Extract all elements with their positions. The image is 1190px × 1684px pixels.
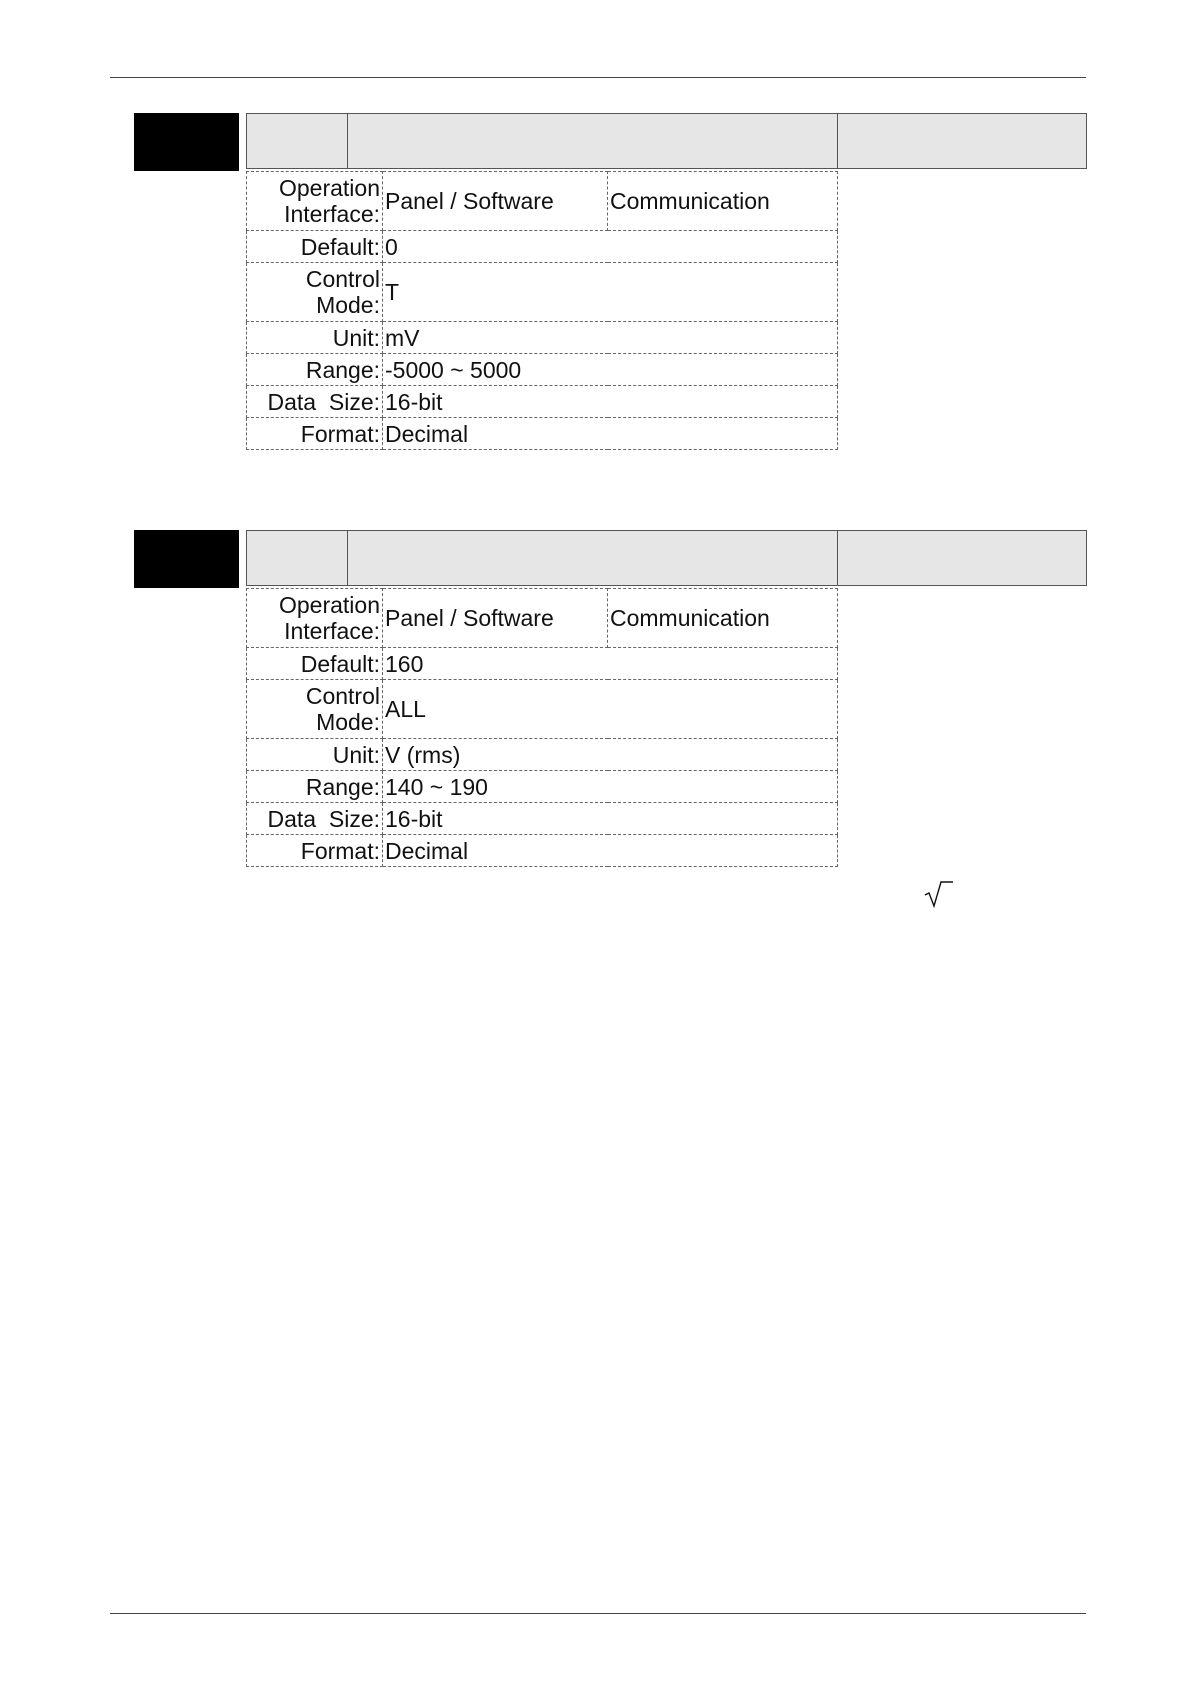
table-row bbox=[247, 231, 838, 263]
data-size-label: Data Size: bbox=[247, 386, 383, 418]
range-value: -5000 ~ 5000 bbox=[383, 354, 838, 386]
unit-value: mV bbox=[383, 322, 838, 354]
op-interface-panel: Panel / Software bbox=[383, 589, 608, 648]
range-value: 140 ~ 190 bbox=[383, 771, 838, 803]
format-label: Format: bbox=[247, 835, 383, 867]
header-rule bbox=[110, 77, 1086, 78]
table-row bbox=[247, 354, 838, 386]
range-label: Range: bbox=[247, 771, 383, 803]
parameter-table bbox=[246, 171, 838, 450]
control-mode-label: Control Mode: bbox=[247, 680, 383, 739]
default-label: Default: bbox=[247, 231, 383, 263]
table-row bbox=[247, 172, 838, 231]
parameter-code-box bbox=[134, 530, 239, 588]
op-interface-panel: Panel / Software bbox=[383, 172, 608, 231]
table-row bbox=[247, 739, 838, 771]
control-mode-value: ALL bbox=[383, 680, 838, 739]
data-size-label: Data Size: bbox=[247, 803, 383, 835]
op-interface-communication: Communication bbox=[608, 589, 838, 648]
table-row bbox=[247, 322, 838, 354]
data-size-value: 16-bit bbox=[383, 803, 838, 835]
square-root-icon bbox=[923, 880, 953, 908]
table-row bbox=[247, 835, 838, 867]
op-interface-label: Operation Interface: bbox=[247, 589, 383, 648]
table-row bbox=[247, 589, 838, 648]
table-row bbox=[247, 803, 838, 835]
unit-label: Unit: bbox=[247, 739, 383, 771]
op-interface-communication: Communication bbox=[608, 172, 838, 231]
parameter-title-bar bbox=[246, 113, 1087, 169]
op-interface-label: Operation Interface: bbox=[247, 172, 383, 231]
default-label: Default: bbox=[247, 648, 383, 680]
default-value: 160 bbox=[383, 648, 838, 680]
parameter-code-box bbox=[134, 113, 239, 171]
table-row bbox=[247, 771, 838, 803]
range-label: Range: bbox=[247, 354, 383, 386]
table-row bbox=[247, 386, 838, 418]
format-value: Decimal bbox=[383, 835, 838, 867]
parameter-title-bar bbox=[246, 530, 1087, 586]
table-row bbox=[247, 418, 838, 450]
data-size-value: 16-bit bbox=[383, 386, 838, 418]
format-label: Format: bbox=[247, 418, 383, 450]
table-row bbox=[247, 680, 838, 739]
control-mode-value: T bbox=[383, 263, 838, 322]
format-value: Decimal bbox=[383, 418, 838, 450]
footer-rule bbox=[110, 1613, 1086, 1614]
unit-label: Unit: bbox=[247, 322, 383, 354]
control-mode-label: Control Mode: bbox=[247, 263, 383, 322]
unit-value: V (rms) bbox=[383, 739, 838, 771]
default-value: 0 bbox=[383, 231, 838, 263]
parameter-table bbox=[246, 588, 838, 867]
table-row bbox=[247, 648, 838, 680]
table-row bbox=[247, 263, 838, 322]
